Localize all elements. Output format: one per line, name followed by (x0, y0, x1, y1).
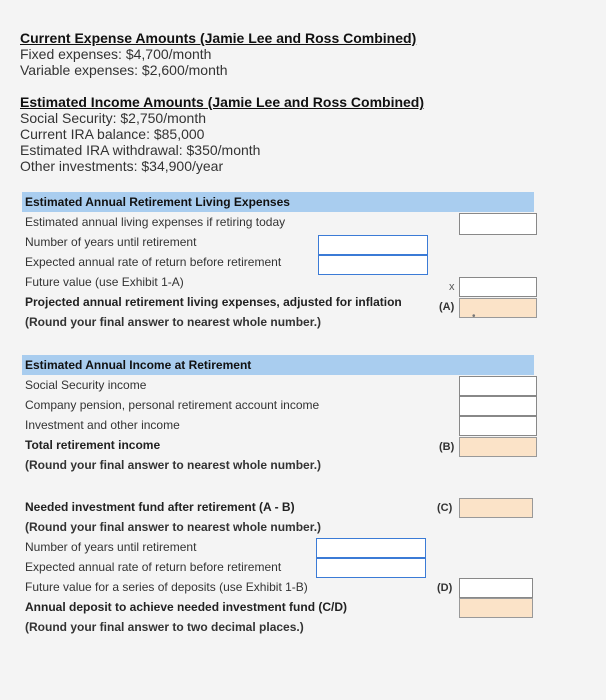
living-expenses-section (22, 192, 534, 332)
needed-fund-output[interactable] (459, 498, 533, 518)
income-info (20, 94, 424, 174)
projected-expenses-output[interactable] (459, 298, 537, 318)
needed-row-4: Expected annual rate of return before retirement (25, 560, 282, 574)
income-row-2: Company pension, personal retirement account income (25, 398, 320, 412)
income-retirement-header: Estimated Annual Income at Retirement (22, 355, 534, 375)
living-expenses-header: Estimated Annual Retirement Living Expenses (22, 192, 534, 212)
fixed-expenses: Fixed expenses: $4,700/month (20, 46, 212, 62)
living-row-2: Number of years until retirement (25, 235, 197, 249)
annual-deposit-output[interactable] (459, 598, 533, 618)
social-security-income-input[interactable] (459, 376, 537, 396)
needed-row-6: Annual deposit to achieve needed investment fund (C/D) (25, 600, 348, 614)
years-until-retirement-2-input[interactable] (316, 538, 426, 558)
ira-withdrawal: Estimated IRA withdrawal: $350/month (20, 142, 261, 158)
living-row-5: Projected annual retirement living expenses, adjusted for inflation (25, 295, 402, 309)
living-expenses-today-input[interactable] (459, 213, 537, 235)
needed-fund-section (22, 497, 534, 637)
rate-of-return-2-input[interactable] (316, 558, 426, 578)
needed-row-7: (Round your final answer to two decimal places.) (25, 620, 304, 634)
label-d: (D) (437, 582, 453, 594)
income-row-5: (Round your final answer to nearest whole number.) (25, 458, 322, 472)
needed-row-5: Future value for a series of deposits (use Exhibit 1-B) (25, 580, 308, 594)
label-b: (B) (439, 441, 455, 453)
future-value-input[interactable] (459, 277, 537, 297)
income-row-1: Social Security income (25, 378, 147, 392)
label-a: (A) (439, 301, 455, 313)
needed-row-3: Number of years until retirement (25, 540, 197, 554)
rate-of-return-input[interactable] (318, 255, 428, 275)
social-security: Social Security: $2,750/month (20, 110, 206, 126)
investment-income-input[interactable] (459, 416, 537, 436)
multiply-mark: x (449, 281, 455, 293)
other-investments: Other investments: $34,900/year (20, 158, 224, 174)
living-row-3: Expected annual rate of return before retirement (25, 255, 282, 269)
expense-header: Current Expense Amounts (Jamie Lee and Ross Combined) (20, 30, 417, 46)
years-until-retirement-input[interactable] (318, 235, 428, 255)
future-value-deposits-input[interactable] (459, 578, 533, 598)
expense-info (20, 30, 416, 78)
living-row-6: (Round your final answer to nearest whole number.) (25, 315, 322, 329)
income-row-3: Investment and other income (25, 418, 180, 432)
living-row-4: Future value (use Exhibit 1-A) (25, 275, 184, 289)
needed-row-1: Needed investment fund after retirement (A - B) (25, 500, 295, 514)
living-row-1: Estimated annual living expenses if retiring today (25, 215, 286, 229)
income-row-4: Total retirement income (25, 438, 161, 452)
needed-row-2: (Round your final answer to nearest whole number.) (25, 520, 322, 534)
pension-income-input[interactable] (459, 396, 537, 416)
income-retirement-section (22, 355, 534, 475)
label-c: (C) (437, 502, 453, 514)
dot-indicator: • (472, 311, 476, 322)
variable-expenses: Variable expenses: $2,600/month (20, 62, 228, 78)
total-retirement-income-output[interactable] (459, 437, 537, 457)
ira-balance: Current IRA balance: $85,000 (20, 126, 205, 142)
income-header: Estimated Income Amounts (Jamie Lee and Ross Combined) (20, 94, 425, 110)
